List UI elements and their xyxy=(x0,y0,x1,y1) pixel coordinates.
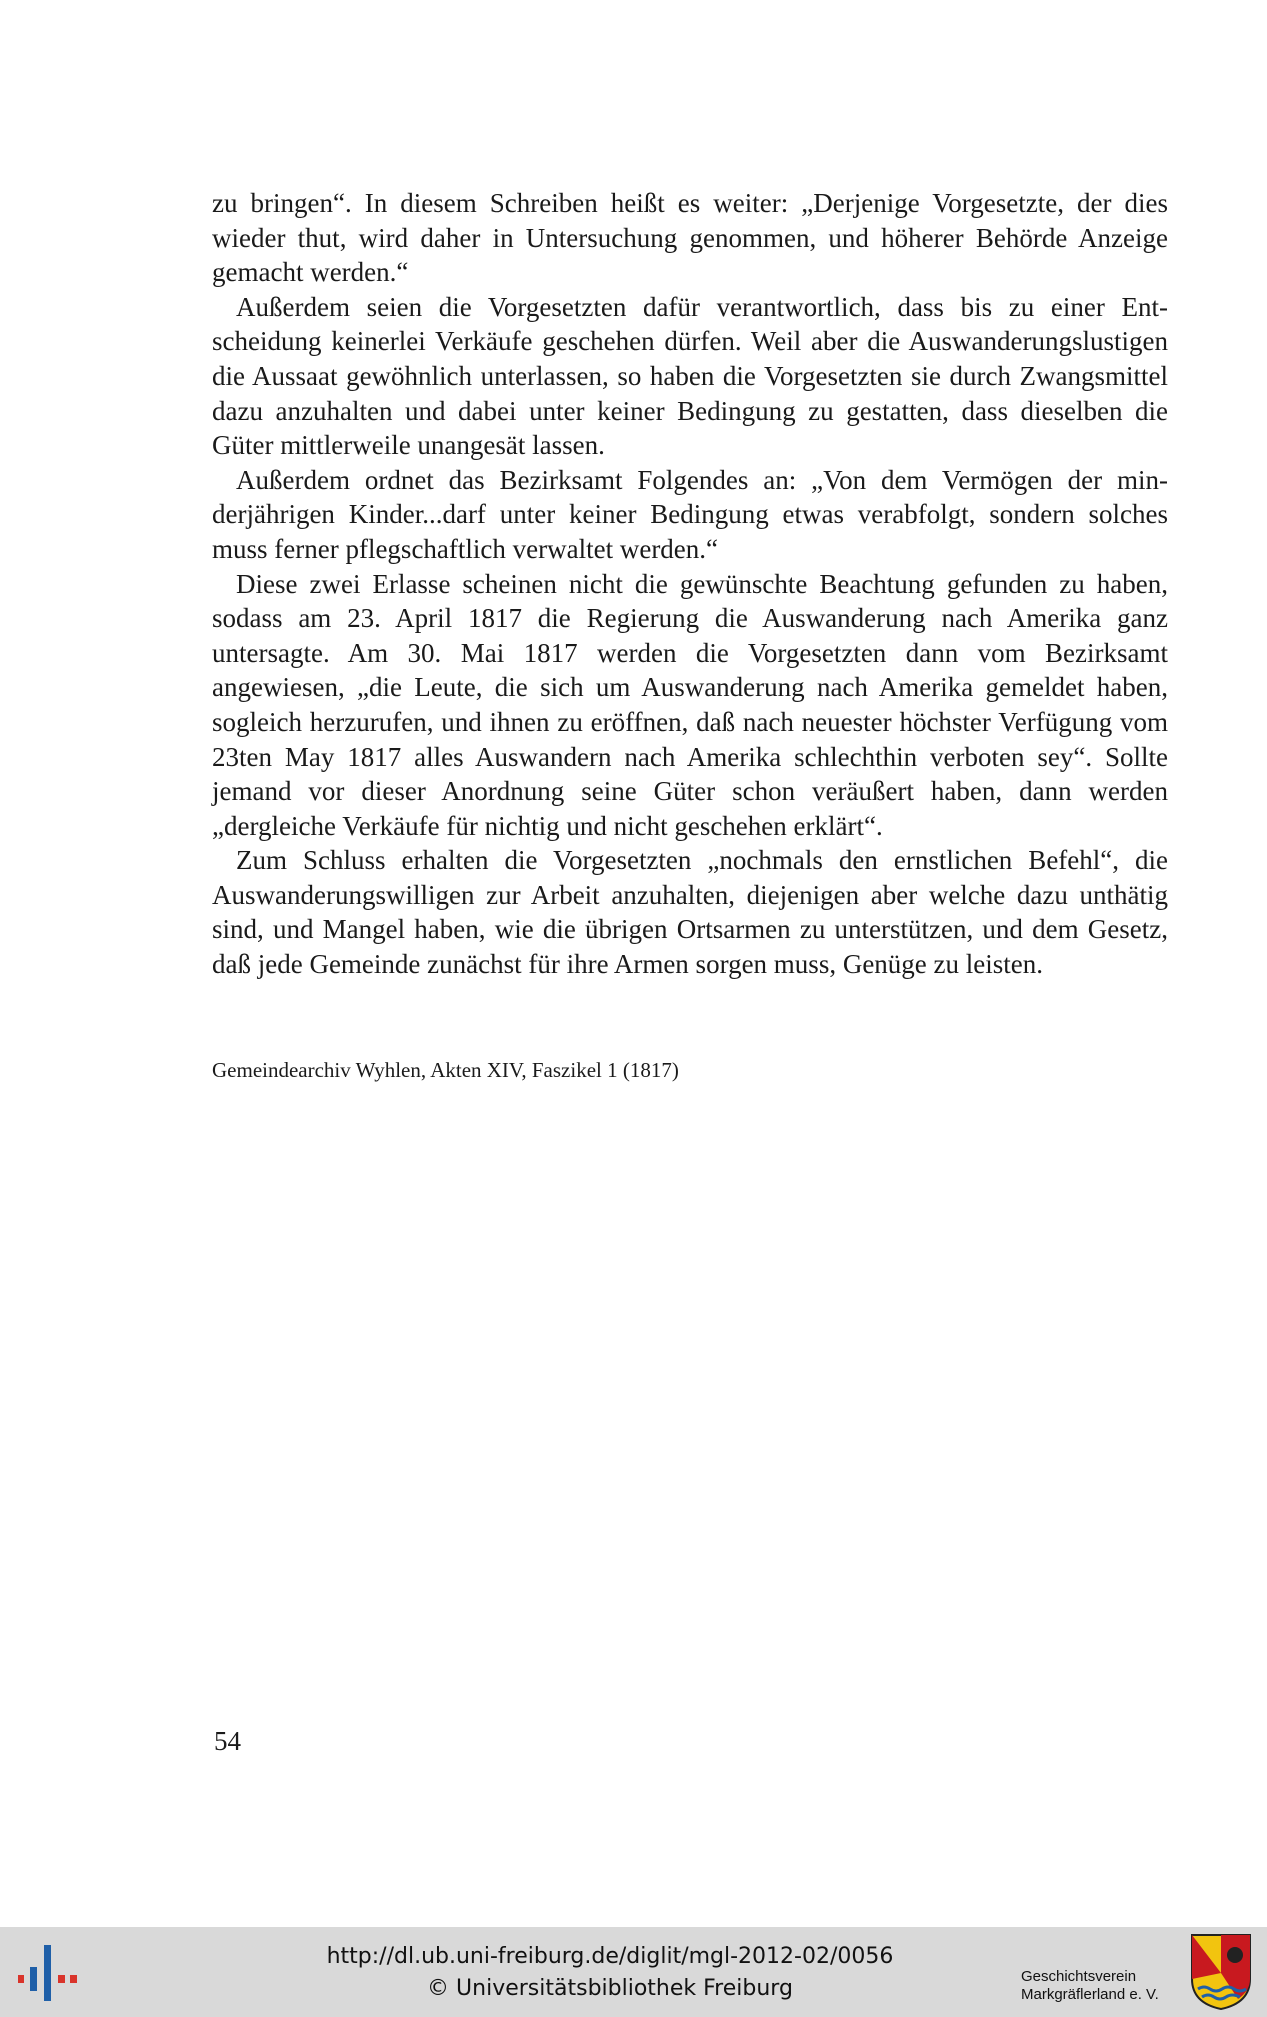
coat-of-arms-icon[interactable] xyxy=(1190,1933,1252,2011)
paragraph: Zum Schluss erhalten die Vorgesetzten „nochmals den ernstlichen Befehl“, die Auswanderungswilligen zur Arbeit anzuhalten, diejenigen aber welche dazu unthätig sind, und Mangel haben, wie die übrigen Ortsarmen zu unterstützen, und dem Gesetz, daß jede Gemeinde zunächst für ihre Armen sorgen muss, Genüge zu leisten. xyxy=(212,845,1168,980)
paragraph: Außerdem seien die Vorgesetzten dafür verantwortlich, dass bis zu einer Entscheidung keinerlei Verkäufe geschehen dürfen. Weil aber die Auswanderungslustigen die Aussaat gewöhnlich unterlassen, so haben die Vorgesetzten sie durch Zwangsmittel dazu anzuhalten und dabei unter keiner Bedingung zu gestatten, dass dieselben die Güter mittlerweile unangesät lassen. xyxy=(212,291,1168,461)
paragraph: Diese zwei Erlasse scheinen nicht die gewünschte Beachtung gefunden zu haben, sodass am 23. April 1817 die Regierung die Auswanderung nach Amerika ganz untersagte. Am 30. Mai 1817 werden die Vorgesetzten dann vom Bezirksamt angewiesen, „die Leute, die sich um Auswanderung nach Amerika gemeldet haben, sogleich herzurufen, und ihnen zu eröffnen, daß nach neuester höchster Verfügung vom 23ten May 1817 alles Auswandern nach Amerika schlechthin verboten sey“. Sollte jemand vor dieser Anordnung seine Güter schon veräußert haben, dann werden „dergleiche Verkäufe für nichtig und nicht geschehen erklärt“. xyxy=(212,568,1168,841)
paragraph: zu bringen“. In diesem Schreiben heißt es weiter: „Derjenige Vorgesetzte, der dies wieder thut, wird daher in Untersuchung genommen, und höherer Behörde Anzeige gemacht werden.“ xyxy=(212,188,1168,288)
society-line-1: Geschichtsverein xyxy=(1021,1968,1137,1985)
footer-citation xyxy=(300,1941,920,2005)
footer-url-link[interactable]: http://dl.ub.uni-freiburg.de/diglit/mgl-2012-02/0056 xyxy=(326,1944,894,1969)
ub-freiburg-logo-icon[interactable] xyxy=(16,1941,80,2003)
footer-copyright: © Universitätsbibliothek Freiburg xyxy=(427,1976,793,2001)
page-number: 54 xyxy=(214,1726,241,1756)
society-name xyxy=(1021,1968,1159,2004)
source-note: Gemeindearchiv Wyhlen, Akten XIV, Faszikel 1 (1817) xyxy=(212,1058,679,1082)
paragraph: Außerdem ordnet das Bezirksamt Folgendes an: „Von dem Vermögen der minderjährigen Kinder...darf unter keiner Bedingung etwas verabfolgt, sondern solches muss ferner pflegschaftlich verwaltet werden.“ xyxy=(212,464,1168,564)
footer-bar xyxy=(0,1927,1267,2017)
page-body xyxy=(212,186,1168,982)
society-line-2: Markgräflerland e. V. xyxy=(1021,1986,1159,2003)
